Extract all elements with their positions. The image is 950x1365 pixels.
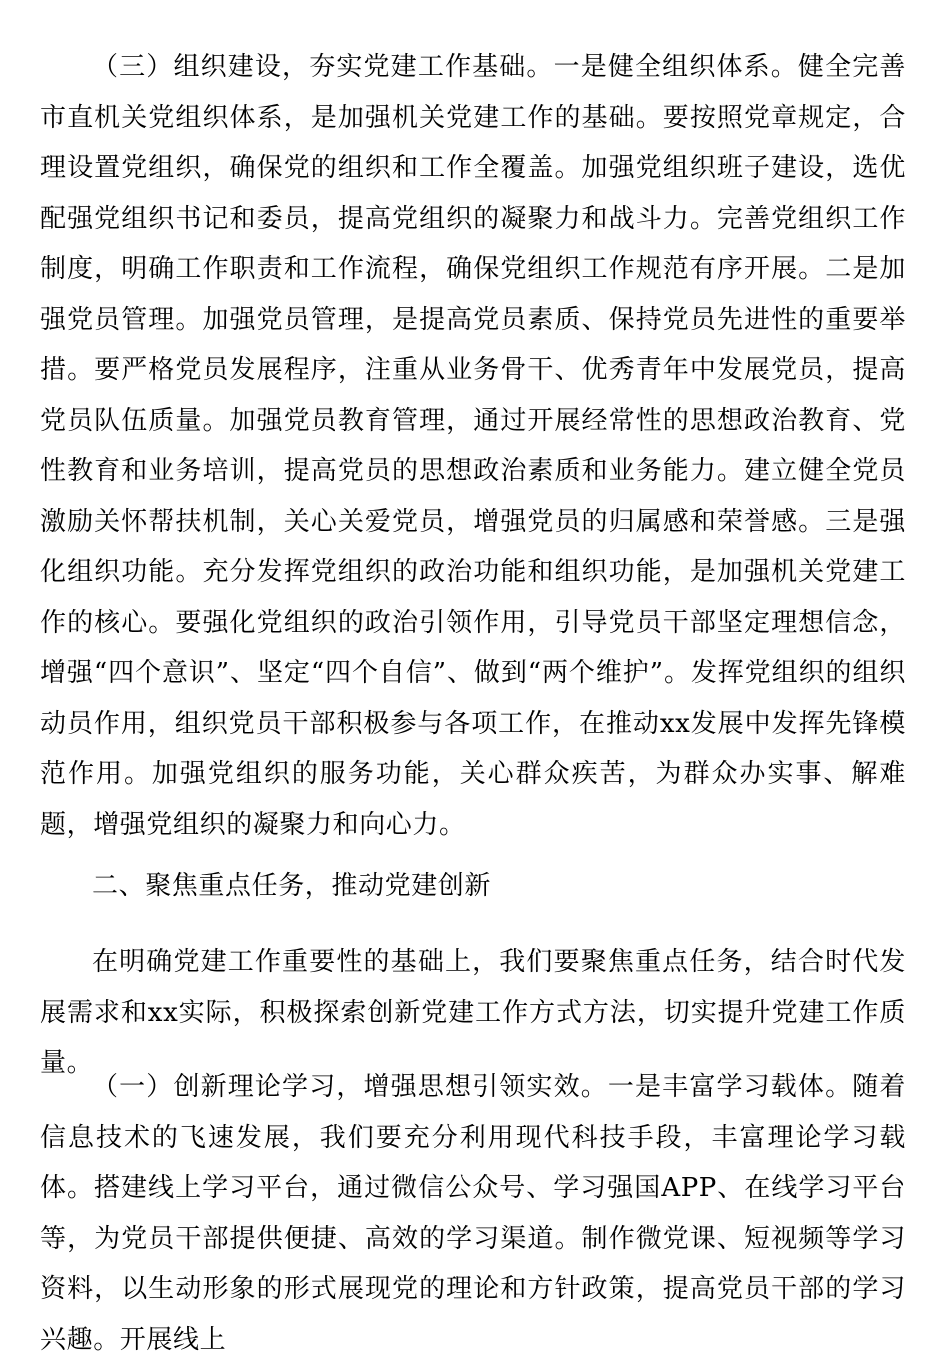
paragraph-theory-study: （一）创新理论学习，增强思想引领实效。一是丰富学习载体。随着信息技术的飞速发展，我们要充分利用现代科技手段，丰富理论学习载体。搭建线上学习平台，通过微信公众号、学习强国APP、在线学习平台等，为党员干部提供便捷、高效的学习渠道。制作微党课、短视频等学习资料，以生动形象的形式展现党的理论和方针政策，提高党员干部的学习兴趣。开展线上 [40, 1072, 906, 1355]
paragraph-organization-building: （三）组织建设，夯实党建工作基础。一是健全组织体系。健全完善市直机关党组织体系，是加强机关党建工作的基础。要按照党章规定，合理设置党组织，确保党的组织和工作全覆盖。加强党组织班子建设，选优配强党组织书记和委员，提高党组织的凝聚力和战斗力。完善党组织工作制度，明确工作职责和工作流程，确保党组织工作规范有序开展。二是加强党员管理。加强党员管理，是提高党员素质、保持党员先进性的重要举措。要严格党员发展程序，注重从业务骨干、优秀青年中发展党员，提高党员队伍质量。加强党员教育管理，通过开展经常性的思想政治教育、党性教育和业务培训，提高党员的思想政治素质和业务能力。建立健全党员激励关怀帮扶机制，关心关爱党员，增强党员的归属感和荣誉感。三是强化组织功能。充分发挥党组织的政治功能和组织功能，是加强机关党建工作的核心。要强化党组织的政治引领作用，引导党员干部坚定理想信念，增强“四个意识”、坚定“四个自信”、做到“两个维护”。发挥党组织的组织动员作用，组织党员干部积极参与各项工作，在推动xx发展中发挥先锋模范作用。加强党组织的服务功能，关心群众疾苦，为群众办实事、解难题，增强党组织的凝聚力和向心力。 [40, 52, 906, 840]
paragraph-intro: 在明确党建工作重要性的基础上，我们要聚焦重点任务，结合时代发展需求和xx实际，积极探索创新党建工作方式方法，切实提升党建工作质量。 [40, 947, 906, 1078]
section-heading: 二、聚焦重点任务，推动党建创新 [92, 871, 492, 901]
